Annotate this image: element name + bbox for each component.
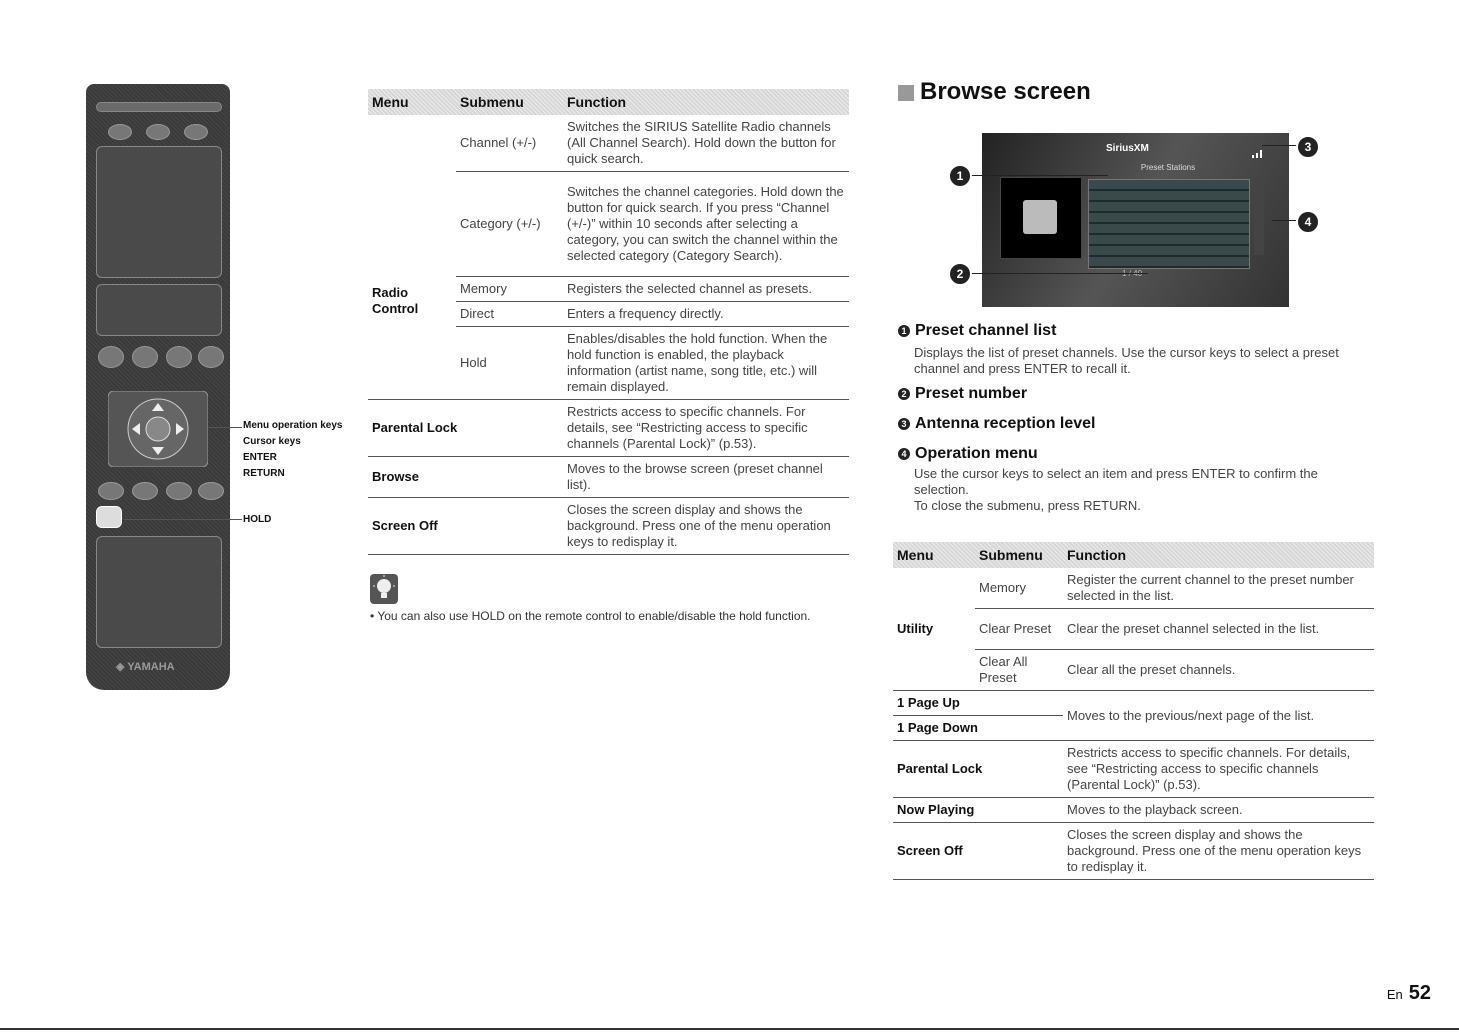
- function-cell: Clear all the preset channels.: [1063, 650, 1374, 691]
- function-cell: Enters a frequency directly.: [563, 302, 849, 327]
- submenu-cell: Memory: [456, 277, 563, 302]
- operation-menu-heading: [898, 445, 1038, 463]
- menu-now-playing: Now Playing: [893, 798, 1063, 823]
- callout-1: 1: [948, 164, 972, 188]
- remote-scene-buttons: [96, 284, 222, 336]
- menu-operation-keys-label: Menu operation keys: [243, 420, 343, 431]
- operation-menu-icons: [1254, 185, 1264, 255]
- antenna-level-icon: [1252, 145, 1266, 153]
- remote-top-strip: [96, 102, 222, 112]
- submenu-cell: Clear Preset: [975, 609, 1063, 650]
- preset-channel-list-text: Displays the list of preset channels. Use the cursor keys to select a preset channel and press ENTER to recall it.: [914, 345, 1339, 376]
- hint-note: • You can also use HOLD on the remote control to enable/disable the hold function.: [370, 609, 811, 623]
- menu-screen-off: Screen Off: [368, 498, 563, 555]
- header-function: Function: [567, 94, 627, 110]
- function-cell: Restricts access to specific channels. For details, see “Restricting access to specific channels (Parental Lock)” (p.53).: [563, 400, 849, 457]
- menu-parental-lock: Parental Lock: [368, 400, 563, 457]
- menu-page-down: 1 Page Down: [893, 716, 1063, 741]
- operation-menu-text: Use the cursor keys to select an item and press ENTER to confirm the selection.: [914, 466, 1318, 497]
- function-cell: Moves to the browse screen (preset channel list).: [563, 457, 849, 498]
- submenu-cell: Channel (+/-): [456, 115, 563, 172]
- heading-text: Operation menu: [915, 445, 1038, 462]
- function-cell: Registers the selected channel as presets.: [563, 277, 849, 302]
- menu-radio-control: Radio Control: [368, 115, 456, 400]
- heading-text: Preset number: [915, 385, 1028, 402]
- header-menu: Menu: [372, 94, 409, 110]
- preset-list: [1088, 179, 1250, 269]
- operation-menu-text-2: To close the submenu, press RETURN.: [914, 498, 1141, 513]
- table-row: [893, 568, 1374, 609]
- heading-text: Preset channel list: [915, 322, 1057, 339]
- function-cell: Moves to the playback screen.: [1063, 798, 1374, 823]
- table-row: [368, 457, 849, 498]
- table-row: [368, 115, 849, 172]
- item-number: 1: [898, 325, 910, 337]
- antenna-reception-heading: [898, 415, 1096, 433]
- function-cell: Enables/disables the hold function. When the hold function is enabled, the playback information (artist name, song title, etc.) will remain displayed.: [563, 327, 849, 400]
- remote-button: [98, 346, 124, 368]
- menu-screen-off: Screen Off: [893, 823, 1063, 880]
- utility-menu-table: [893, 542, 1374, 880]
- leader-line: [968, 175, 1108, 176]
- preset-number-heading: [898, 385, 1027, 403]
- radio-menu-table: [368, 89, 849, 555]
- leader-line: [968, 273, 1148, 274]
- hint-lightbulb-icon: [370, 574, 398, 604]
- preset-stations-header: Preset Stations: [1140, 163, 1196, 172]
- function-cell: Closes the screen display and shows the background. Press one of the menu operation keys to redisplay it.: [563, 498, 849, 555]
- header-submenu: Submenu: [460, 94, 524, 110]
- menu-parental-lock: Parental Lock: [893, 741, 1063, 798]
- table-row: [368, 498, 849, 555]
- remote-button: [146, 124, 170, 140]
- function-cell: Switches the SIRIUS Satellite Radio channels (All Channel Search). Hold down the button for quick search.: [563, 115, 849, 172]
- function-cell: Restricts access to specific channels. For details, see “Restricting access to specific channels (Parental Lock)” (p.53).: [1063, 741, 1374, 798]
- browse-screen-title-text: Browse screen: [920, 78, 1091, 105]
- table-row: [368, 400, 849, 457]
- remote-button: [108, 124, 132, 140]
- item-number: 2: [898, 388, 910, 400]
- header-submenu: Submenu: [979, 547, 1043, 563]
- menu-utility: Utility: [893, 568, 975, 691]
- section-square-icon: [898, 85, 914, 101]
- function-cell: Closes the screen display and shows the background. Press one of the menu operation keys to redisplay it.: [1063, 823, 1374, 880]
- album-art-frame: [1000, 177, 1082, 259]
- remote-button: [98, 482, 124, 500]
- header-menu: Menu: [897, 547, 934, 563]
- table-header-row: [368, 89, 849, 115]
- remote-button: [198, 346, 224, 368]
- leader-line: [1272, 220, 1296, 221]
- function-cell: Moves to the previous/next page of the list.: [1063, 691, 1374, 741]
- browse-screen-title: [898, 78, 1091, 106]
- function-cell: Switches the channel categories. Hold down the button for quick search. If you press “Channel (+/-)” within 10 seconds after selecting a category, you can switch the channel within the selected category (Category Search).: [563, 172, 849, 277]
- enter-label: ENTER: [243, 452, 277, 463]
- leader-line: [208, 427, 242, 428]
- submenu-cell: Memory: [975, 568, 1063, 609]
- siriusxm-logo: SiriusXM: [1106, 143, 1149, 154]
- table-row: [893, 741, 1374, 798]
- leader-line: [124, 519, 242, 520]
- heading-text: Antenna reception level: [915, 415, 1096, 432]
- page-footer: [1387, 982, 1431, 1005]
- header-function: Function: [1067, 547, 1127, 563]
- callout-2: 2: [948, 262, 972, 286]
- callout-3: 3: [1296, 135, 1320, 159]
- return-label: RETURN: [243, 468, 285, 479]
- hint-note-text: You can also use HOLD on the remote control to enable/disable the hold function.: [377, 609, 811, 623]
- menu-page-up: 1 Page Up: [893, 691, 1063, 716]
- remote-button: [184, 124, 208, 140]
- language-code: En: [1386, 987, 1403, 1002]
- remote-numeric-keys: [96, 536, 222, 648]
- submenu-cell: Hold: [456, 327, 563, 400]
- cursor-keys-label: Cursor keys: [243, 436, 301, 447]
- hold-key: [96, 506, 122, 528]
- cursor-dpad: [108, 391, 208, 467]
- preset-channel-list-heading: [898, 322, 1056, 340]
- leader-line: [1262, 145, 1298, 146]
- table-row: [893, 691, 1374, 716]
- remote-button: [132, 482, 158, 500]
- item-number: 4: [898, 448, 910, 460]
- submenu-cell: Direct: [456, 302, 563, 327]
- remote-button: [132, 346, 158, 368]
- function-cell: Clear the preset channel selected in the list.: [1063, 609, 1374, 650]
- table-row: [893, 823, 1374, 880]
- bottom-rule: [0, 1028, 1459, 1030]
- sirius-art-icon: [1023, 200, 1057, 234]
- page-number: 52: [1408, 982, 1431, 1004]
- browse-screen-image: [982, 133, 1289, 307]
- hold-label: HOLD: [243, 514, 272, 525]
- function-cell: Register the current channel to the preset number selected in the list.: [1063, 568, 1374, 609]
- remote-button: [166, 346, 192, 368]
- remote-button: [198, 482, 224, 500]
- remote-input-buttons: [96, 146, 222, 278]
- remote-control-illustration: [86, 84, 230, 690]
- item-number: 3: [898, 418, 910, 430]
- menu-browse: Browse: [368, 457, 563, 498]
- submenu-cell: Category (+/-): [456, 172, 563, 277]
- table-row: [893, 798, 1374, 823]
- table-header-row: [893, 542, 1374, 568]
- remote-button: [166, 482, 192, 500]
- submenu-cell: Clear All Preset: [975, 650, 1063, 691]
- remote-brand-logo: ◈ YAMAHA: [116, 661, 175, 673]
- callout-4: 4: [1296, 210, 1320, 234]
